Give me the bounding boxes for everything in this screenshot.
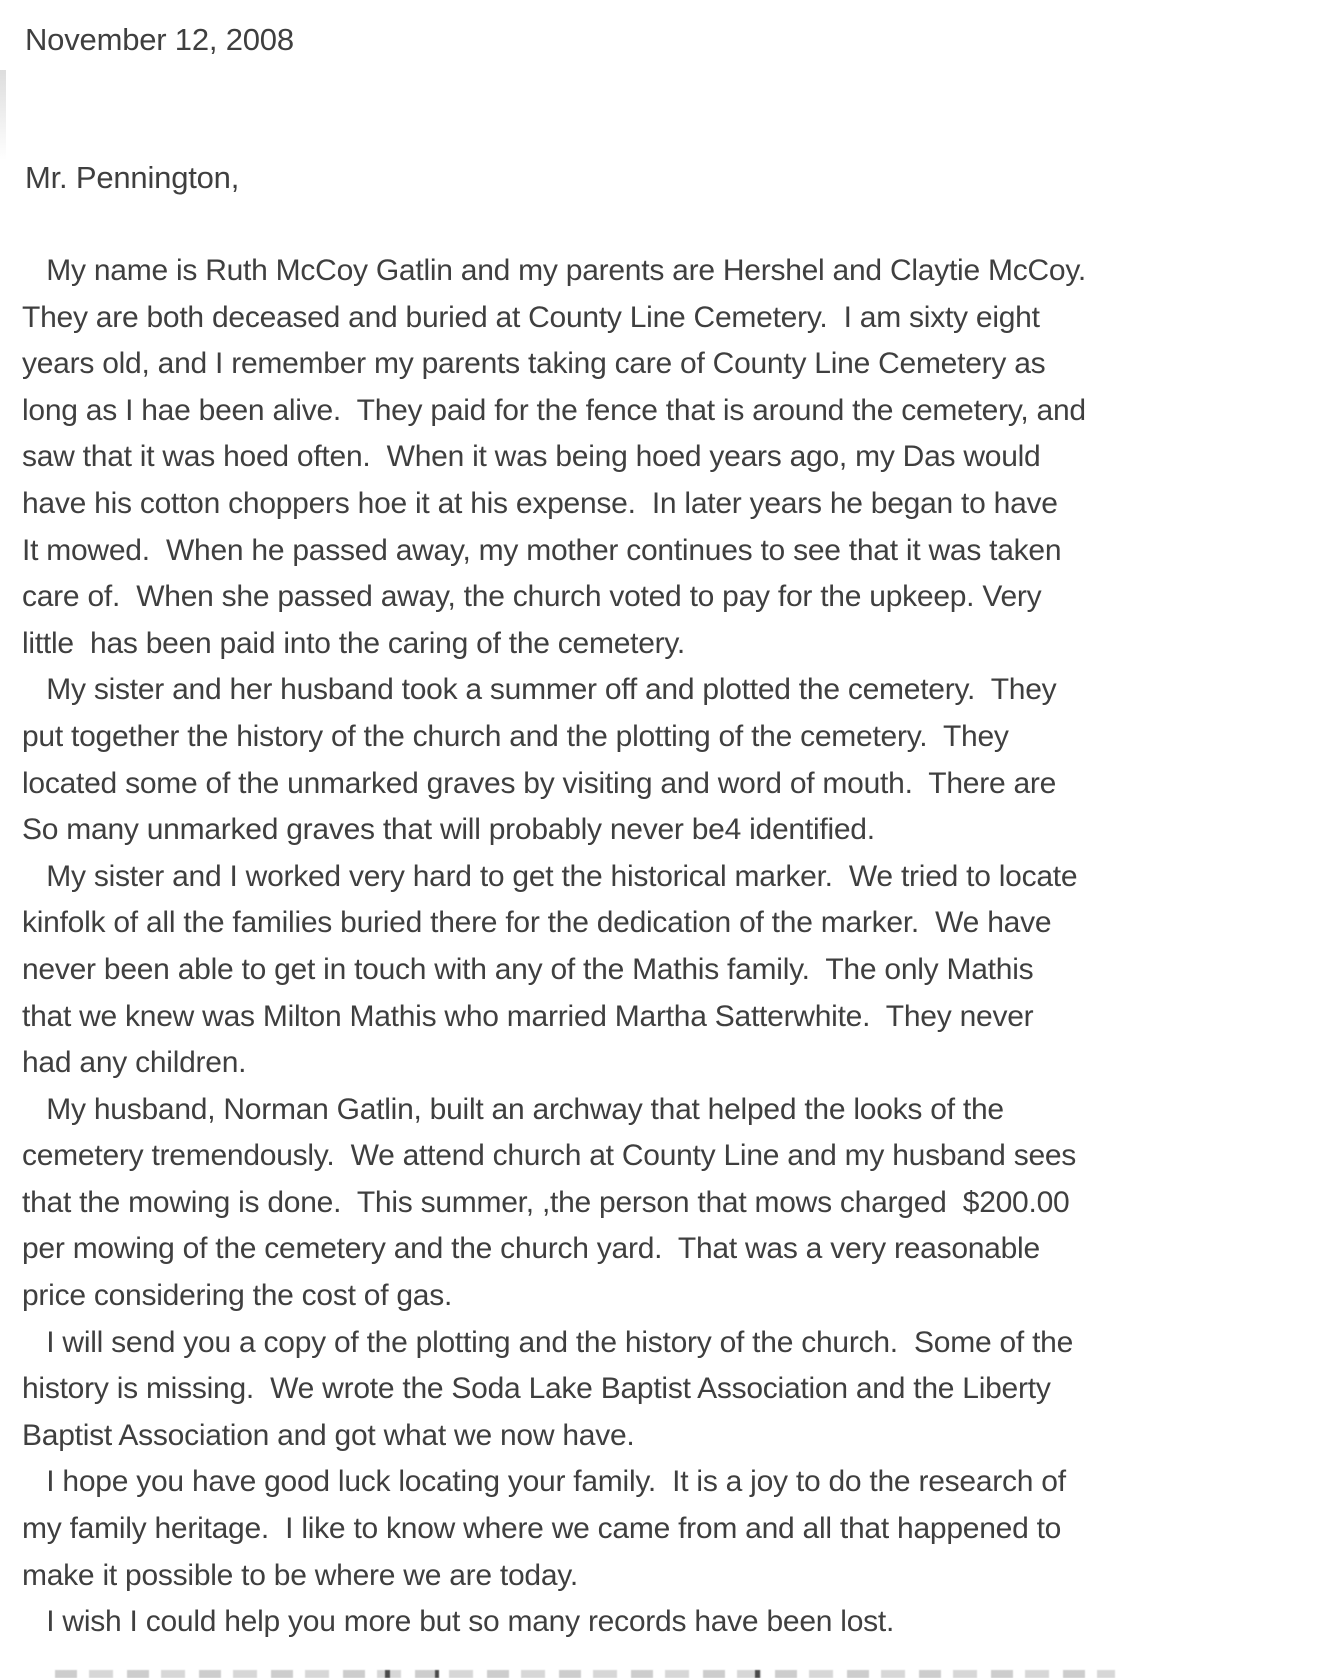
letter-line: I hope you have good luck locating your family. It is a joy to do the research of: [22, 1465, 1066, 1499]
letter-line: never been able to get in touch with any of the Mathis family. The only Mathis: [22, 952, 1034, 986]
letter-line: My name is Ruth McCoy Gatlin and my parents are Hershel and Claytie McCoy.: [22, 254, 1086, 287]
letter-body: [22, 248, 1314, 1646]
letter-line: years old, and I remember my parents taking care of County Line Cemetery as: [22, 347, 1046, 381]
letter-line: located some of the unmarked graves by visiting and word of mouth. There are: [22, 766, 1057, 800]
letter-line: They are both deceased and buried at County Line Cemetery. I am sixty eight: [22, 300, 1040, 334]
letter-line: had any children.: [22, 1046, 247, 1080]
letter-line: kinfolk of all the families buried there for the dedication of the marker. We have: [22, 906, 1052, 940]
letter-line: It mowed. When he passed away, my mother continues to see that it was taken: [22, 533, 1062, 567]
letter-salutation: Mr. Pennington,: [25, 160, 240, 195]
letter-line: price considering the cost of gas.: [22, 1279, 453, 1313]
scan-cutoff-artifact: [55, 1670, 1115, 1678]
letter-line: My sister and I worked very hard to get the historical marker. We tried to locate: [22, 859, 1078, 893]
letter-line: make it possible to be where we are today.: [22, 1558, 578, 1592]
letter-line: My sister and her husband took a summer off and plotted the cemetery. They: [22, 673, 1057, 707]
letter-line: I will send you a copy of the plotting and the history of the church. Some of the: [22, 1325, 1074, 1359]
letter-line: My husband, Norman Gatlin, built an archway that helped the looks of the: [22, 1092, 1004, 1126]
letter-date: November 12, 2008: [25, 22, 294, 57]
letter-line: little has been paid into the caring of the cemetery.: [22, 626, 686, 660]
letter-line: per mowing of the cemetery and the church yard. That was a very reasonable: [22, 1232, 1040, 1266]
letter-line: that we knew was Milton Mathis who married Martha Satterwhite. They never: [22, 999, 1034, 1033]
letter-line: saw that it was hoed often. When it was being hoed years ago, my Das would: [22, 440, 1041, 474]
letter-line: have his cotton choppers hoe it at his expense. In later years he began to have: [22, 486, 1058, 520]
letter-line: history is missing. We wrote the Soda Lake Baptist Association and the Liberty: [22, 1372, 1051, 1406]
letter-line: that the mowing is done. This summer, ,the person that mows charged $200.00: [22, 1185, 1070, 1219]
letter-line: So many unmarked graves that will probably never be4 identified.: [22, 813, 875, 847]
letter-line: care of. When she passed away, the church voted to pay for the upkeep. Very: [22, 580, 1042, 614]
letter-line: put together the history of the church and the plotting of the cemetery. They: [22, 719, 1009, 753]
letter-line: cemetery tremendously. We attend church at County Line and my husband sees: [22, 1139, 1077, 1173]
letter-line: my family heritage. I like to know where we came from and all that happened to: [22, 1512, 1062, 1546]
letter-line: I wish I could help you more but so many records have been lost.: [22, 1605, 895, 1639]
letter-line: long as I hae been alive. They paid for the fence that is around the cemetery, and: [22, 393, 1086, 427]
letter-line: Baptist Association and got what we now have.: [22, 1418, 635, 1452]
